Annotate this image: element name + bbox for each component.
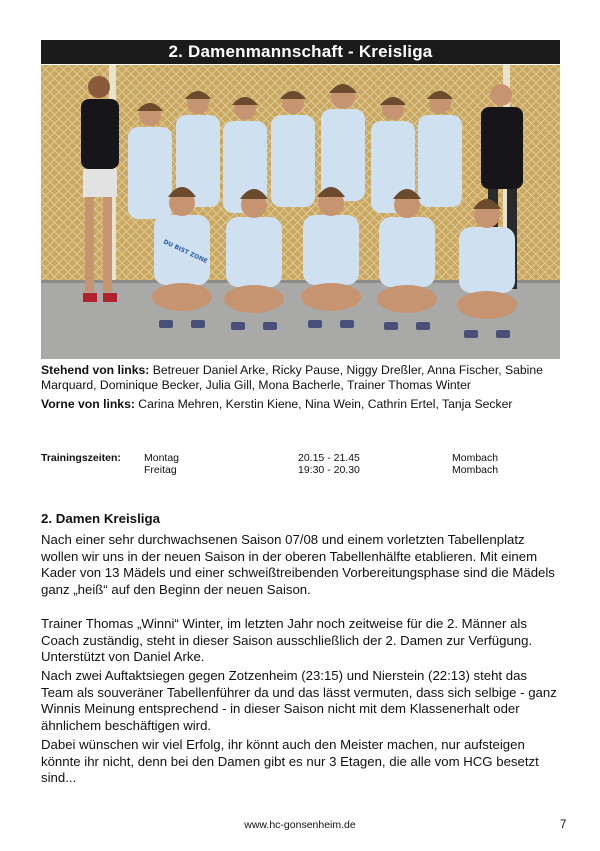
training-hours bbox=[298, 452, 360, 476]
caption-front-names: Carina Mehren, Kerstin Kiene, Nina Wein, Cathrin Ertel, Tanja Secker bbox=[138, 397, 513, 411]
article-paragraph: Dabei wünschen wir viel Erfolg, ihr könnt auch den Meister machen, nur aufsteigen könnte ihr nicht, denn bei den Damen gibt es nur 3 Etagen, die alle vom HCG besetzt sind... bbox=[41, 737, 539, 786]
caption-standing-label: Stehend von links: bbox=[41, 363, 150, 377]
team-photo bbox=[41, 65, 560, 359]
caption-front bbox=[41, 397, 560, 412]
shirt-print: DU BIST ZONE bbox=[162, 238, 209, 266]
training-time: 19:30 - 20.30 bbox=[298, 464, 360, 476]
training-days bbox=[144, 452, 179, 476]
training-day: Montag bbox=[144, 452, 180, 464]
training-place: Mombach bbox=[452, 452, 499, 464]
article-paragraph: Nach einer sehr durchwachsenen Saison 07/08 und einem vorletzten Tabellenplatz wollen wir uns in der neuen Saison in der oberen Tabellenhälfte etablieren. Mit einem Kader von 13 Mädels und einer schweißtreibenden Vorbereitungsphase sind die Mädels ganz „heiß“ auf den Beginn der neuen Saison. bbox=[41, 532, 555, 597]
training-label: Trainingszeiten: bbox=[41, 452, 121, 464]
caption-standing-names: Betreuer Daniel Arke, Ricky Pause, Niggy Dreßler, Anna Fischer, Sabine Marquard, Dominique Becker, Julia Gill, Mona Bacherle, Trainer Thomas Winter bbox=[41, 363, 543, 392]
training-day: Freitag bbox=[144, 464, 177, 476]
page-number: 7 bbox=[560, 819, 567, 831]
footer-url[interactable]: www.hc-gonsenheim.de bbox=[244, 819, 356, 831]
training-places bbox=[452, 452, 498, 476]
article-paragraph: Trainer Thomas „Winni“ Winter, im letzten Jahr noch zeitweise für die 2. Männer als Coach zuständig, steht in dieser Saison ausschließlich der 2. Damen zur Verfügung. Unterstützt von Daniel Arke. bbox=[41, 616, 533, 665]
team-photo-illustration bbox=[41, 65, 560, 359]
article-paragraph: Nach zwei Auftaktsiegen gegen Zotzenheim (23:15) und Nierstein (22:13) steht das Team als souveräner Tabellenführer da und das lässt vermuten, dass sich selbige - ganz Winnis Meinung entsprechend - in dieser Saison nicht mit dem Klassenerhalt oder ähnlichem beschäftigen wird. bbox=[41, 668, 557, 733]
article-title: 2. Damen Kreisliga bbox=[41, 511, 160, 526]
training-time: 20.15 - 21.45 bbox=[298, 452, 360, 464]
caption-front-label: Vorne von links: bbox=[41, 397, 135, 411]
training-place: Mombach bbox=[452, 464, 499, 476]
caption-standing bbox=[41, 363, 560, 393]
page-title: 2. Damenmannschaft - Kreisliga bbox=[41, 40, 560, 64]
